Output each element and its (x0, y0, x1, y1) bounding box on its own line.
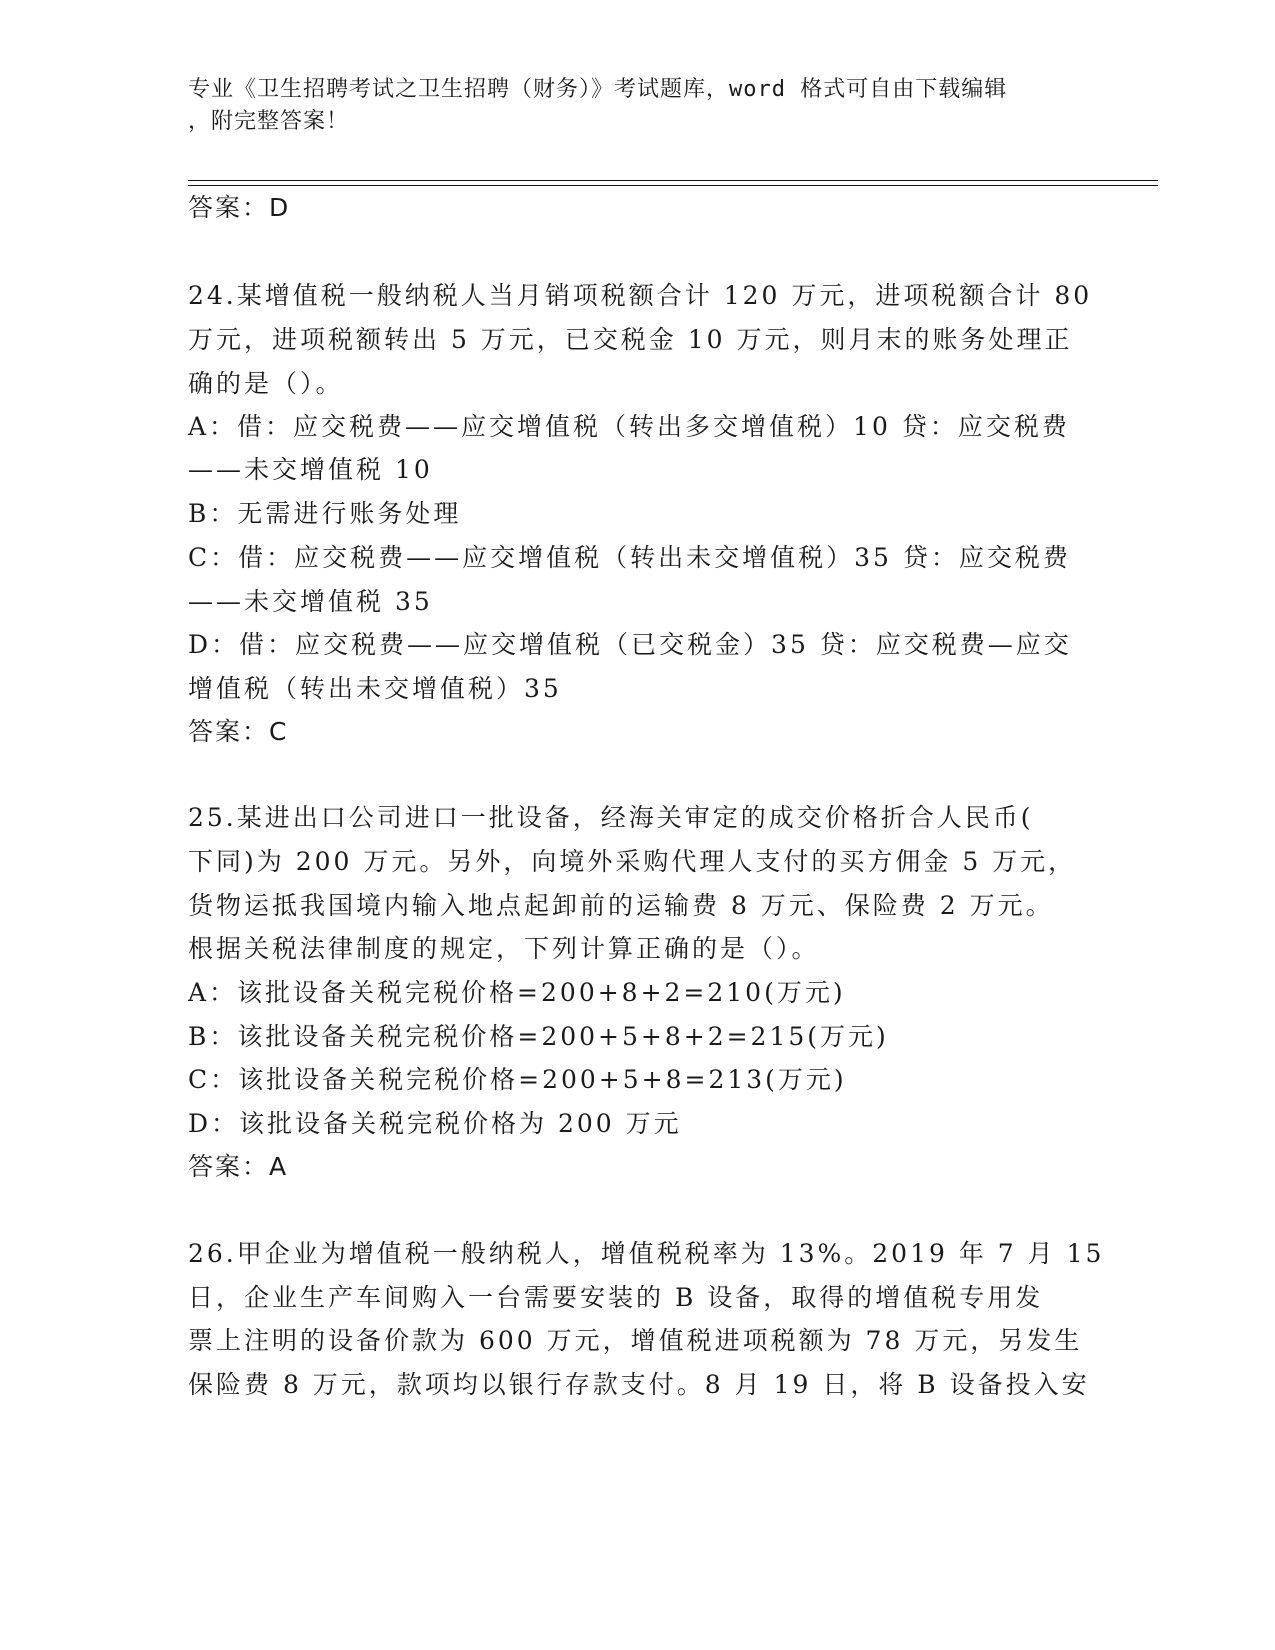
q24-stem-line-1: 24.某增值税一般纳税人当月销项税额合计 120 万元，进项税额合计 80 (188, 281, 1093, 310)
q25-stem-line-1: 25.某进出口公司进口一批设备，经海关审定的成交价格折合人民币( (188, 803, 1034, 832)
q25-option-c: C：该批设备关税完税价格=200+5+8=213(万元) (188, 1065, 847, 1094)
q26-stem-line-4: 保险费 8 万元，款项均以银行存款支付。8 月 19 日，将 B 设备投入安 (188, 1370, 1090, 1399)
q25-stem-line-2: 下同)为 200 万元。另外，向境外采购代理人支付的买方佣金 5 万元， (188, 847, 1077, 876)
q24-stem-line-2: 万元，进项税额转出 5 万元，已交税金 10 万元，则月末的账务处理正 (188, 325, 1073, 354)
previous-answer: 答案：D (188, 193, 291, 222)
q25-option-a: A：该批设备关税完税价格=200+8+2=210(万元) (188, 978, 846, 1007)
q25-option-b: B：该批设备关税完税价格=200+5+8+2=215(万元) (188, 1022, 889, 1051)
header-line-2: ，附完整答案！ (188, 109, 350, 134)
q24-option-d: D：借：应交税费——应交增值税（已交税金）35 贷：应交税费—应交 (188, 630, 1072, 659)
q26-stem-line-1: 26.甲企业为增值税一般纳税人，增值税税率为 13%。2019 年 7 月 15 (188, 1239, 1105, 1268)
q24-option-b: B：无需进行账务处理 (188, 499, 462, 528)
q26-stem-line-2: 日，企业生产车间购入一台需要安装的 B 设备，取得的增值税专用发 (188, 1283, 1044, 1312)
q25-option-d: D：该批设备关税完税价格为 200 万元 (188, 1109, 682, 1138)
header-divider-top (188, 180, 1158, 181)
q24-stem-line-3: 确的是（）。 (188, 369, 344, 398)
q25-stem-line-4: 根据关税法律制度的规定，下列计算正确的是（）。 (188, 934, 820, 963)
q24-option-a: A：借：应交税费——应交增值税（转出多交增值税）10 贷：应交税费 (188, 412, 1070, 441)
q24-option-a-cont: ——未交增值税 10 (188, 455, 433, 484)
q24-option-c: C：借：应交税费——应交增值税（转出未交增值税）35 贷：应交税费 (188, 543, 1071, 572)
header-line-1: 专业《卫生招聘考试之卫生招聘（财务）》考试题库，word 格式可自由下载编辑 (188, 77, 1008, 102)
q25-answer: 答案：A (188, 1152, 289, 1181)
q24-option-d-cont: 增值税（转出未交增值税）35 (188, 674, 562, 703)
q25-stem-line-3: 货物运抵我国境内输入地点起卸前的运输费 8 万元、保险费 2 万元。 (188, 891, 1054, 920)
header-divider-bottom (188, 185, 1158, 186)
q24-option-c-cont: ——未交增值税 35 (188, 587, 433, 616)
page-header (188, 74, 1088, 138)
q26-stem-line-3: 票上注明的设备价款为 600 万元，增值税进项税额为 78 万元，另发生 (188, 1326, 1083, 1355)
q24-answer: 答案：C (188, 717, 289, 746)
